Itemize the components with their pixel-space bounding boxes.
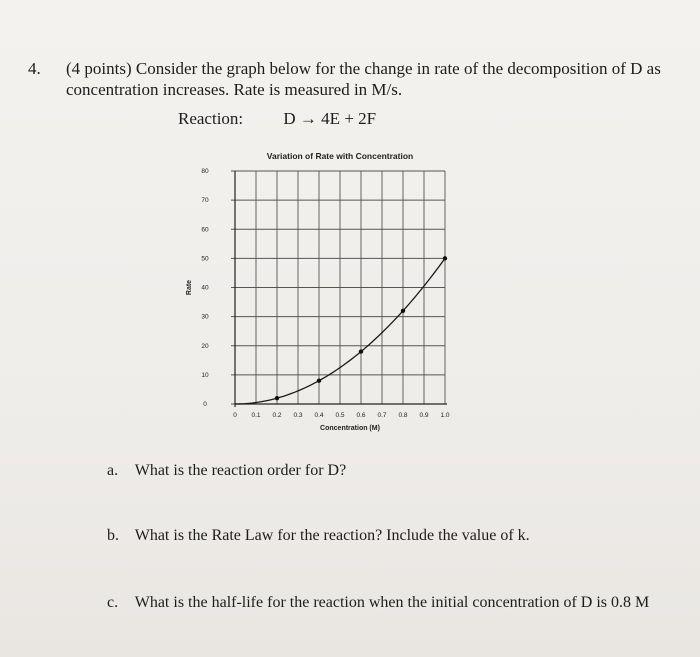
question-number: 4. xyxy=(28,59,41,78)
x-tick-label: 0.4 xyxy=(314,412,324,419)
reaction-label: Reaction: xyxy=(178,109,244,128)
data-point xyxy=(317,379,321,383)
subquestion-c xyxy=(107,594,649,612)
subquestion-a xyxy=(107,462,346,480)
rate-concentration-chart xyxy=(170,140,470,440)
subquestion-b xyxy=(107,527,530,545)
y-tick-label: 60 xyxy=(201,226,209,234)
x-tick-label: 0.3 xyxy=(293,412,303,419)
data-point xyxy=(359,349,363,353)
x-tick-label: 0.2 xyxy=(272,412,282,419)
x-tick-label: 1.0 xyxy=(440,412,450,419)
x-axis-label: Concentration (M) xyxy=(320,425,380,432)
y-axis-label: Rate xyxy=(186,279,193,296)
question-text-line-1: (4 points) Consider the graph below for the change in rate of the decomposition of D as xyxy=(66,59,661,78)
y-tick-label: 40 xyxy=(201,284,209,292)
x-tick-label: 0.8 xyxy=(398,412,408,419)
subquestion-c-text: What is the half-life for the reaction when the initial concentration of D is 0.8 M xyxy=(134,594,650,611)
y-tick-label: 70 xyxy=(201,197,209,205)
y-tick-label: 0 xyxy=(203,401,207,408)
question-text-line-2: concentration increases. Rate is measured in M/s. xyxy=(66,80,403,99)
subquestion-b-text: What is the Rate Law for the reaction? Include the value of k. xyxy=(134,527,530,544)
data-point xyxy=(275,396,279,400)
x-tick-label: 0.5 xyxy=(335,412,345,419)
x-tick-label: 0.9 xyxy=(419,412,429,419)
reaction-equation: D → 4E + 2F xyxy=(283,109,377,128)
x-tick-label: 0 xyxy=(233,412,237,419)
y-tick-label: 20 xyxy=(201,342,209,350)
data-point xyxy=(401,309,405,313)
chart-svg xyxy=(170,140,470,440)
subquestion-b-letter: b. xyxy=(107,527,119,544)
subquestion-a-text: What is the reaction order for D? xyxy=(134,462,347,479)
data-point xyxy=(443,256,447,260)
x-tick-label: 0.7 xyxy=(377,412,387,419)
subquestion-c-letter: c. xyxy=(107,594,119,611)
y-tick-label: 50 xyxy=(201,255,209,263)
x-tick-label: 0.6 xyxy=(356,412,366,419)
y-tick-label: 10 xyxy=(201,371,209,379)
subquestion-a-letter: a. xyxy=(107,462,119,479)
x-tick-label: 0.1 xyxy=(251,412,261,419)
reaction-line xyxy=(178,109,376,129)
y-tick-label: 80 xyxy=(201,168,209,175)
chart-title: Variation of Rate with Concentration xyxy=(266,151,414,161)
y-tick-label: 30 xyxy=(201,313,209,321)
